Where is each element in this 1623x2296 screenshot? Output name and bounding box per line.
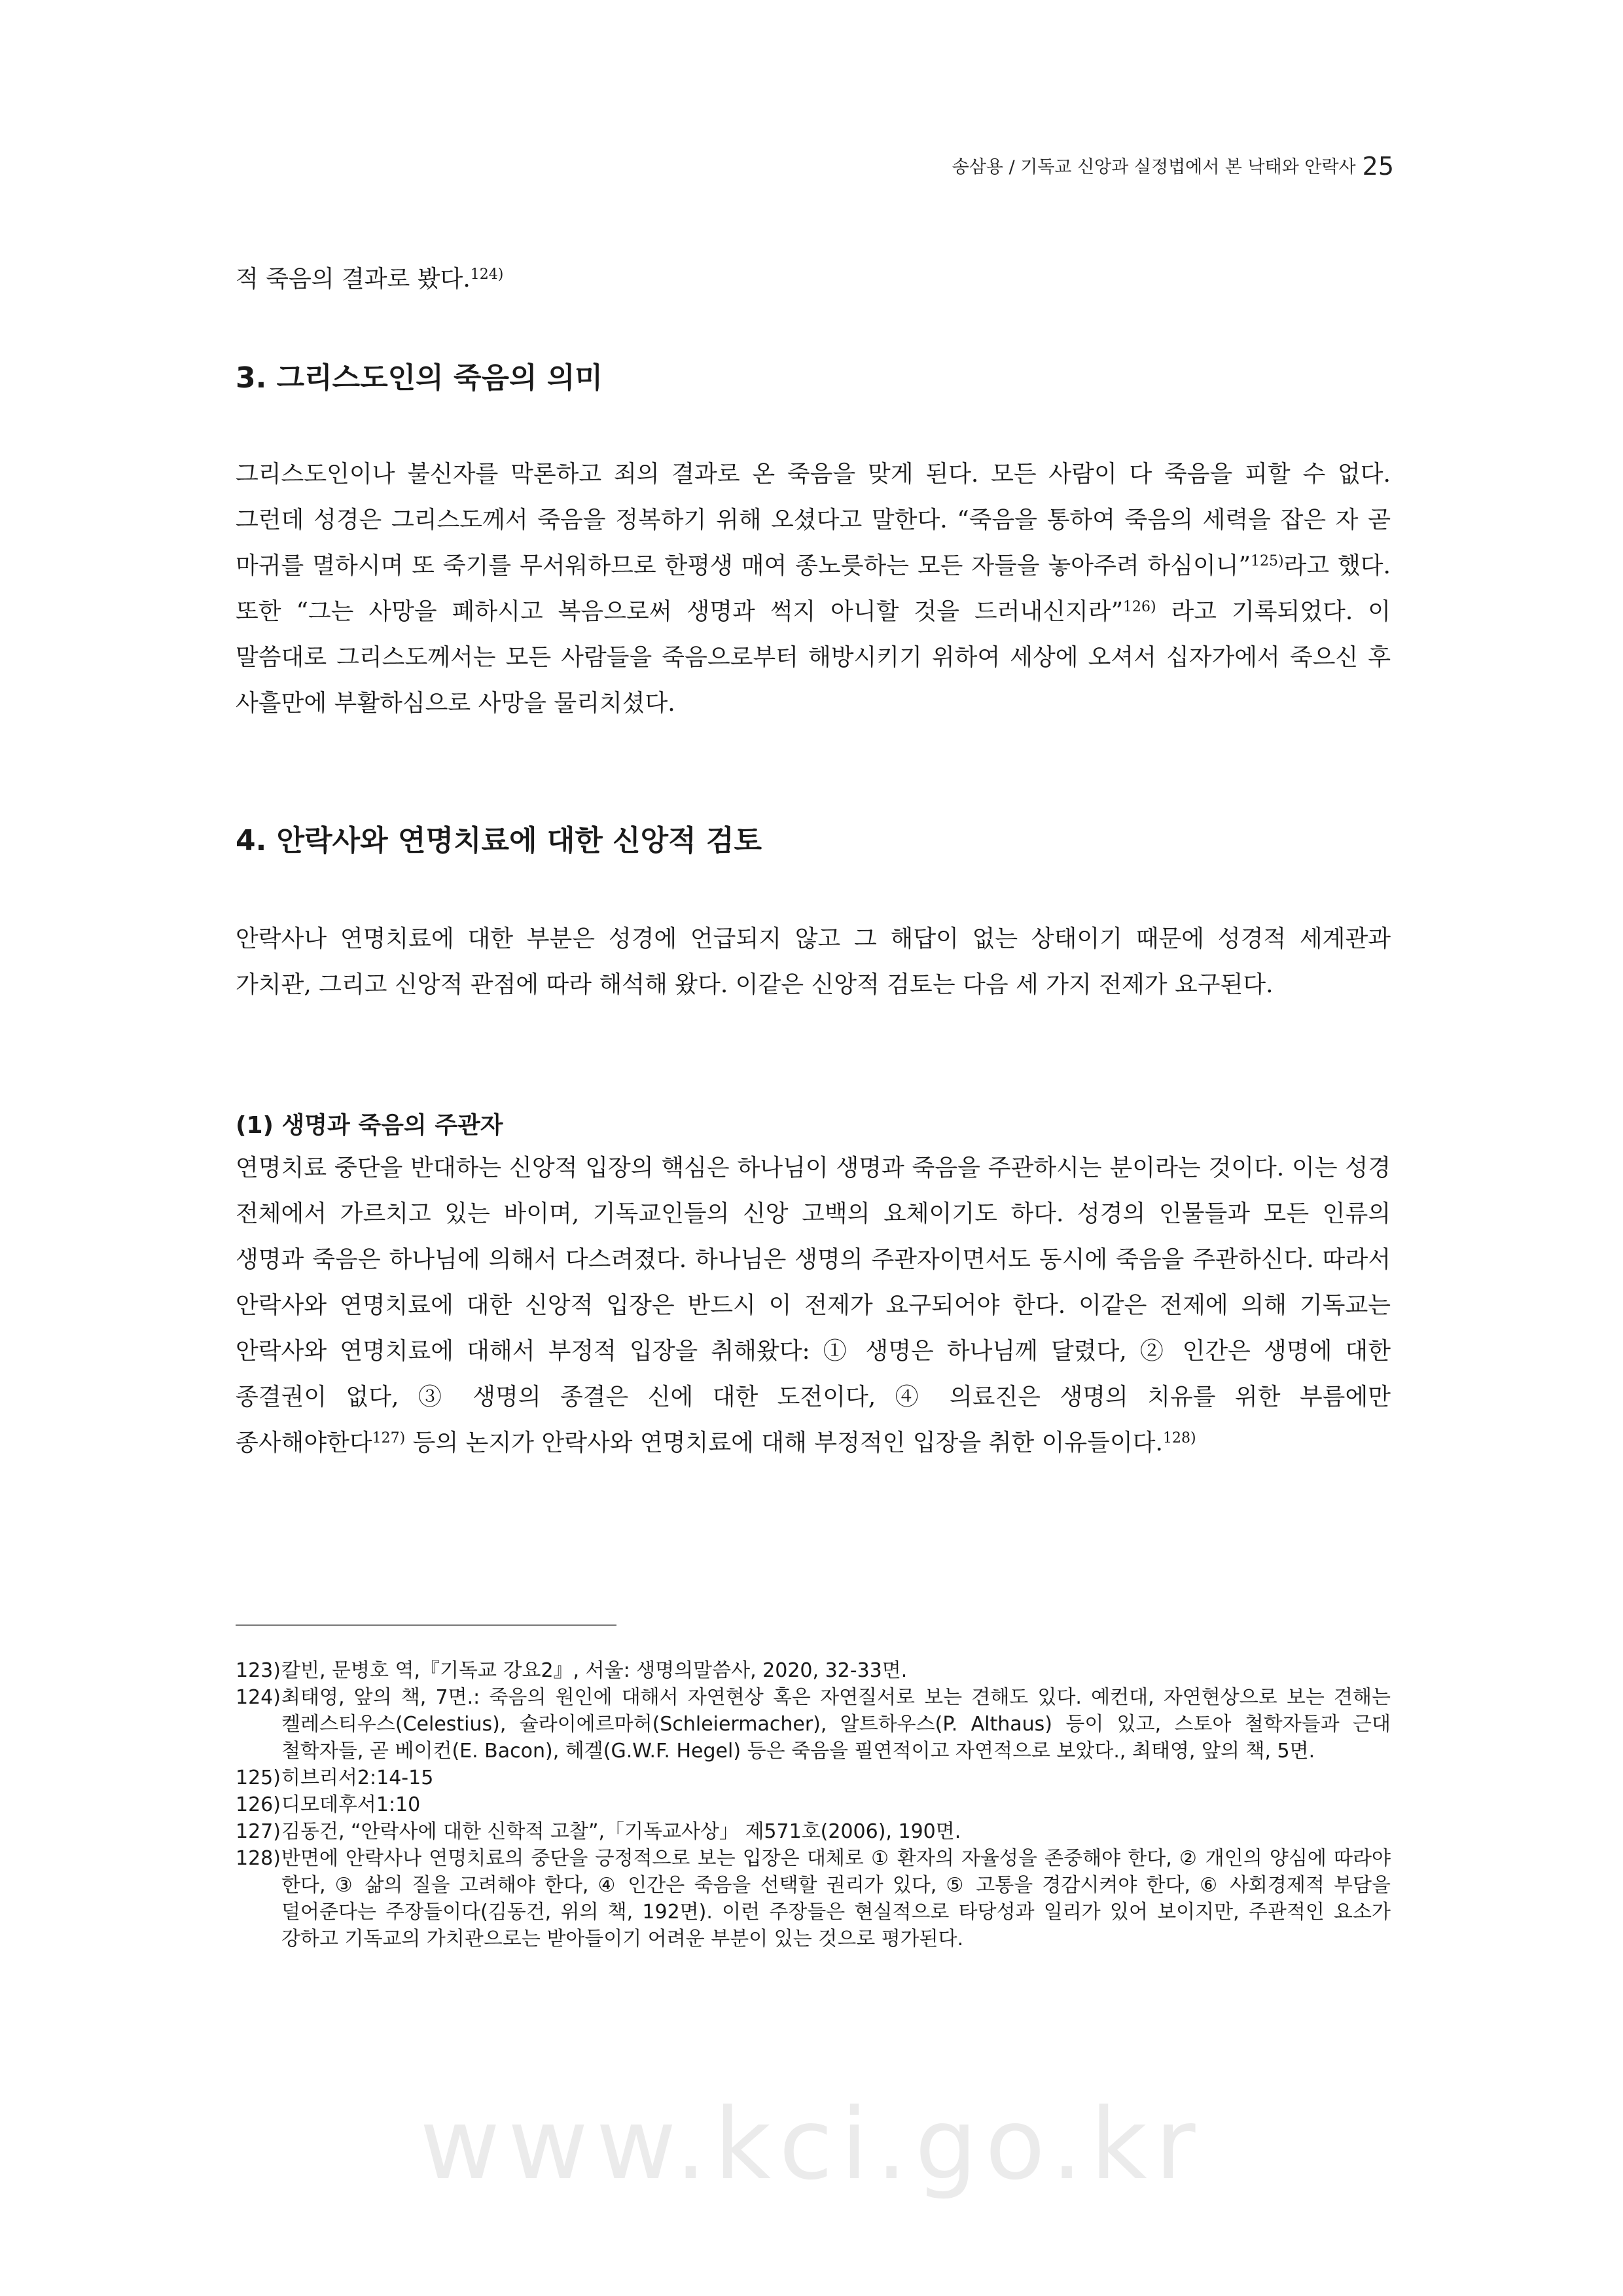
subsection-1-heading: (1) 생명과 죽음의 주관자 bbox=[236, 1112, 503, 1139]
footnote-ref-127[interactable]: 127) bbox=[372, 1430, 406, 1446]
footnote-number: 124) bbox=[236, 1686, 281, 1709]
running-header bbox=[952, 152, 1394, 181]
running-title: 송삼용 / 기독교 신앙과 실정법에서 본 낙태와 안락사 bbox=[952, 157, 1356, 177]
footnote-124 bbox=[236, 1684, 1391, 1765]
footnote-text: 최태영, 앞의 책, 7면.: 죽음의 원인에 대해서 자연현상 혹은 자연질서로 보는 견해도 있다. 예컨대, 자연현상으로 보는 견해는 켈레스티우스(Celestius), 슐라이에르마허(Schleiermacher), 알트하우스(P. Althaus) 등이 있고, 스토아 철학자들과 근대 철학자들, 곧 베이컨(E. Bacon), 헤겔(G.W.F. Hegel) 등은 죽음을 필연적이고 자연적으로 보았다., 최태영, 앞의 책, 5면. bbox=[281, 1686, 1391, 1763]
section-3-heading: 3. 그리스도인의 죽음의 의미 bbox=[236, 361, 603, 395]
footnote-text: 히브리서2:14-15 bbox=[281, 1767, 434, 1789]
footnote-127 bbox=[236, 1818, 1391, 1845]
footnote-number: 125) bbox=[236, 1767, 281, 1789]
footnote-ref-125[interactable]: 125) bbox=[1251, 553, 1284, 569]
footnote-126 bbox=[236, 1791, 1391, 1818]
subsection-1-text-a: 연명치료 중단을 반대하는 신앙적 입장의 핵심은 하나님이 생명과 죽음을 주관하시는 분이라는 것이다. 이는 성경 전체에서 가르치고 있는 바이며, 기독교인들의 신앙 고백의 요체이기도 하다. 성경의 인물들과 모든 인류의 생명과 죽음은 하나님에 의해서 다스려졌다. 하나님은 생명의 주관자이면서도 동시에 죽음을 주관하신다. 따라서 안락사와 연명치료에 대한 신앙적 입장은 반드시 이 전제가 요구되어야 한다. 이같은 전제에 의해 기독교는 안락사와 연명치료에 대해서 부정적 입장을 취해왔다: ① 생명은 하나님께 달렸다, ② 인간은 생명에 대한 종결권이 없다, ③ 생명의 종결은 신에 대한 도전이다, ④ 의료진은 생명의 치유를 위한 부름에만 종사해야한다 bbox=[236, 1155, 1391, 1456]
intro-paragraph bbox=[236, 257, 1391, 302]
page-number: 25 bbox=[1362, 152, 1394, 181]
footnote-text: 디모데후서1:10 bbox=[281, 1793, 421, 1816]
section-3-text-c: 라고 기록되었다. 이 말씀대로 그리스도께서는 모든 사람들을 죽음으로부터 해방시키기 위하여 세상에 오셔서 십자가에서 죽으신 후 사흘만에 부활하심으로 사망을 물리치셨다. bbox=[236, 598, 1391, 717]
footnote-text: 칼빈, 문병호 역,『기독교 강요2』, 서울: 생명의말씀사, 2020, 32-33면. bbox=[281, 1659, 908, 1682]
footnote-number: 127) bbox=[236, 1820, 281, 1843]
section-4-heading: 4. 안락사와 연명치료에 대한 신앙적 검토 bbox=[236, 824, 762, 857]
footnote-text: 반면에 안락사나 연명치료의 중단을 긍정적으로 보는 입장은 대체로 ① 환자의 자율성을 존중해야 한다, ② 개인의 양심에 따라야 한다, ③ 삶의 질을 고려해야 한다, ④ 인간은 죽음을 선택할 권리가 있다, ⑤ 고통을 경감시켜야 한다, ⑥ 사회경제적 부담을 덜어준다는 주장들이다(김동건, 위의 책, 192면). 이런 주장들은 현실적으로 타당성과 일리가 있어 보이지만, 주관적인 요소가 강하고 기독교의 가치관으로는 받아들이기 어려운 부분이 있는 것으로 평가된다. bbox=[281, 1847, 1391, 1950]
footnote-ref-126[interactable]: 126) bbox=[1122, 599, 1156, 615]
footnote-125 bbox=[236, 1765, 1391, 1791]
intro-text: 적 죽음의 결과로 봤다. bbox=[236, 266, 471, 293]
section-3-paragraph bbox=[236, 452, 1391, 726]
footnote-divider bbox=[236, 1624, 616, 1626]
subsection-1-text-b: 등의 논지가 안락사와 연명치료에 대해 부정적인 입장을 취한 이유들이다. bbox=[405, 1429, 1163, 1456]
subsection-1-paragraph bbox=[236, 1145, 1391, 1466]
section-4-paragraph: 안락사나 연명치료에 대한 부분은 성경에 언급되지 않고 그 해답이 없는 상태이기 때문에 성경적 세계관과 가치관, 그리고 신앙적 관점에 따라 해석해 왔다. 이같은 신앙적 검토는 다음 세 가지 전제가 요구된다. bbox=[236, 925, 1391, 998]
footnote-ref-128[interactable]: 128) bbox=[1162, 1430, 1196, 1446]
footnote-number: 128) bbox=[236, 1847, 281, 1870]
footnote-128 bbox=[236, 1845, 1391, 1952]
footnote-text: 김동건, “안락사에 대한 신학적 고찰”,「기독교사상」 제571호(2006), 190면. bbox=[281, 1820, 961, 1843]
footnote-ref-124[interactable]: 124) bbox=[470, 266, 504, 283]
footnote-number: 123) bbox=[236, 1659, 281, 1682]
section-3-text-b: 라고 했다. 또한 “그는 사망을 폐하시고 복음으로써 생명과 썩지 아니할 것을 드러내신지라” bbox=[236, 552, 1391, 625]
footnote-123 bbox=[236, 1657, 1391, 1684]
footnote-number: 126) bbox=[236, 1793, 281, 1816]
section-3-text-a: 그리스도인이나 불신자를 막론하고 죄의 결과로 온 죽음을 맞게 된다. 모든 사람이 다 죽음을 피할 수 없다. 그런데 성경은 그리스도께서 죽음을 정복하기 위해 오셨다고 말한다. “죽음을 통하여 죽음의 세력을 잡은 자 곧 마귀를 멸하시며 또 죽기를 무서워하므로 한평생 매여 종노릇하는 모든 자들을 놓아주려 하심이니” bbox=[236, 461, 1391, 579]
watermark: www.kci.go.kr bbox=[419, 2088, 1204, 2202]
footnotes-list bbox=[236, 1657, 1391, 1952]
